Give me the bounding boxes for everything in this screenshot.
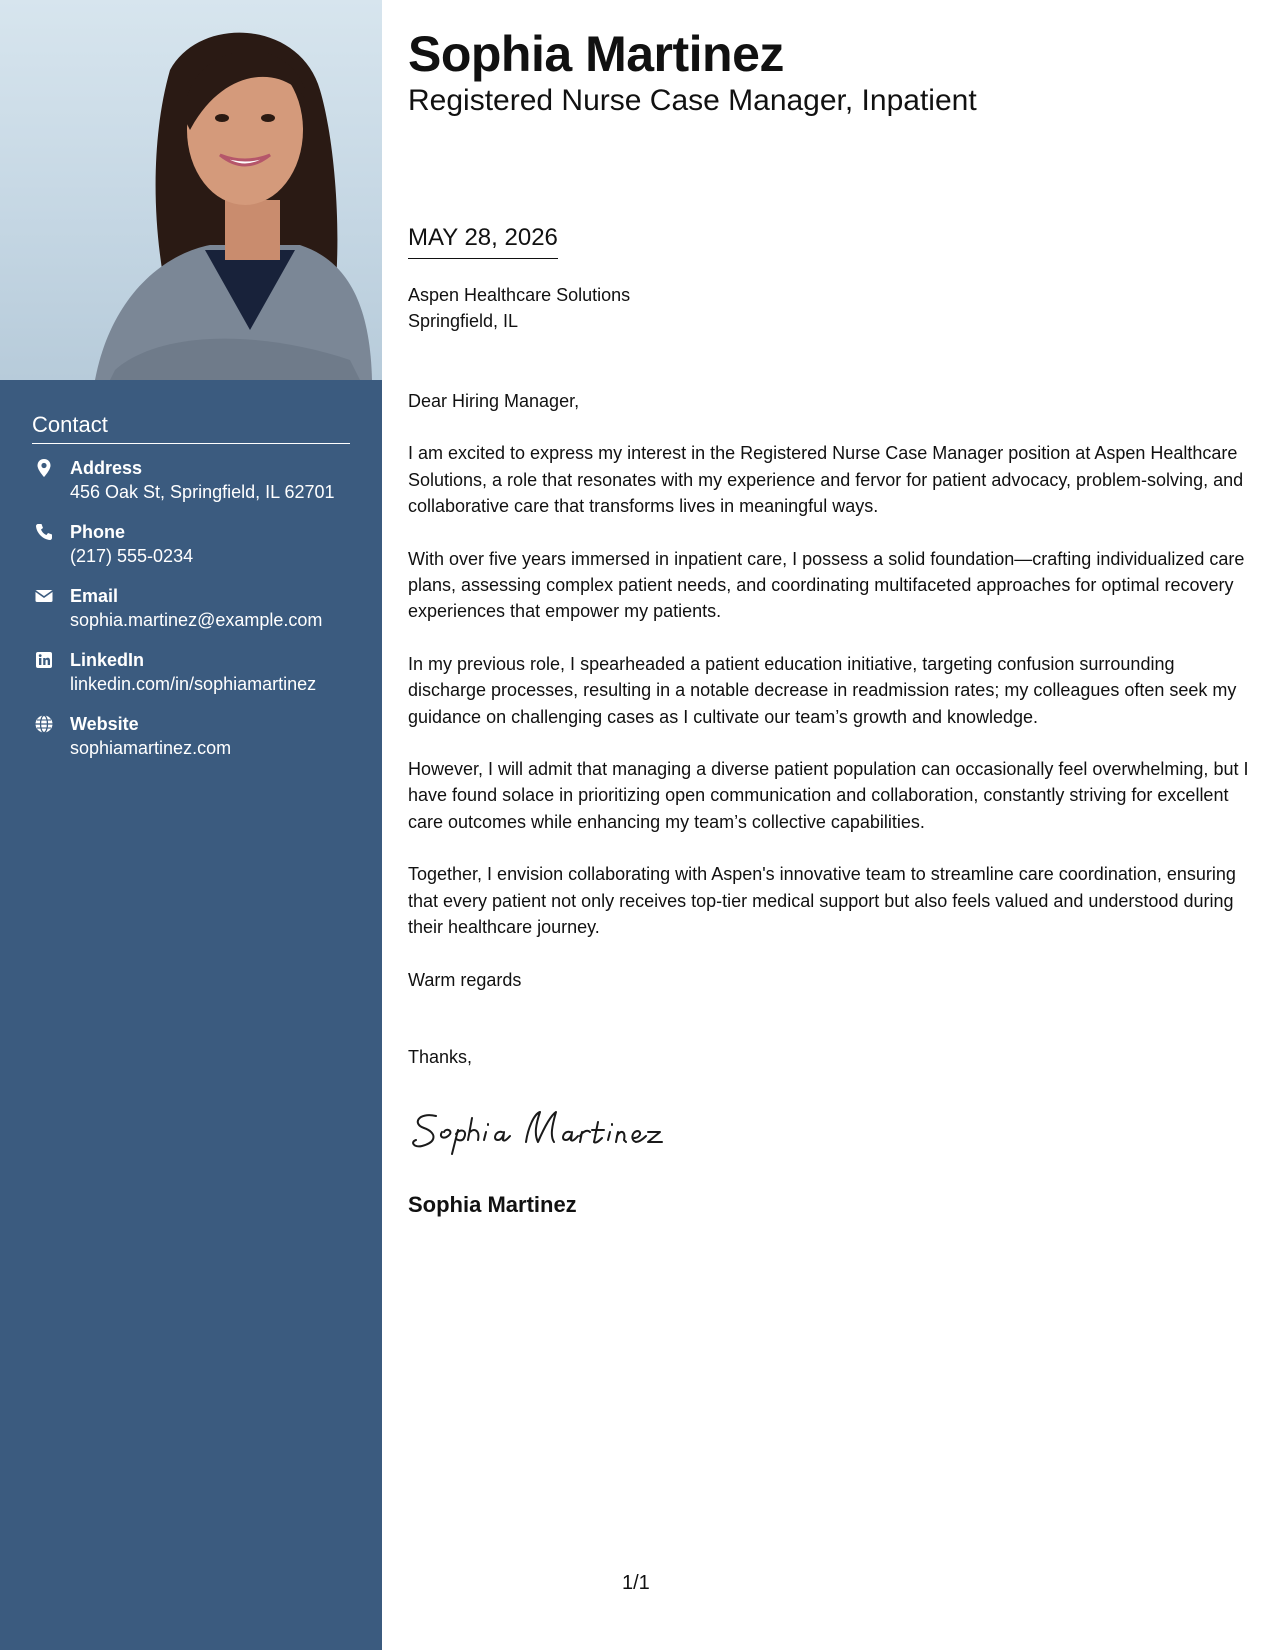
phone-icon xyxy=(34,522,54,542)
email-label: Email xyxy=(70,586,119,606)
linkedin-icon xyxy=(34,650,54,670)
sidebar xyxy=(0,0,382,1650)
recipient-block xyxy=(408,282,630,334)
body-paragraph: In my previous role, I spearheaded a patient education initiative, targeting confusion surrounding discharge processes, resulting in a notable decrease in readmission rates; my colleagues often seek my guidance on challenging cases as I cultivate our team’s growth and knowledge. xyxy=(408,653,1237,727)
body-paragraph: Together, I envision collaborating with Aspen's innovative team to streamline care coordination, ensuring that every patient not only receives top-tier medical support but also feels valued and understood during their healthcare journey. xyxy=(408,864,1236,938)
contact-heading: Contact xyxy=(32,412,350,444)
address-label: Address xyxy=(70,458,143,478)
page-number: 1/1 xyxy=(622,1572,650,1594)
website-label: Website xyxy=(70,714,139,734)
contact-section xyxy=(32,412,350,776)
body-paragraph: However, I will admit that managing a diverse patient population can occasionally feel overwhelming, but I have found solace in prioritizing open communication and collaboration, constantly striving for excellent care outcomes while enhancing my team’s collective capabilities. xyxy=(408,759,1249,832)
salutation: Dear Hiring Manager, xyxy=(408,391,580,411)
closing: Thanks, xyxy=(408,1047,473,1067)
envelope-icon xyxy=(34,586,54,606)
profile-photo xyxy=(0,0,382,380)
linkedin-value: linkedin.com/in/sophiamartinez xyxy=(70,674,317,694)
website-value: sophiamartinez.com xyxy=(70,738,232,758)
body-paragraph: With over five years immersed in inpatient care, I possess a solid foundation—crafting individualized care plans, assessing complex patient needs, and coordinating multifaceted approaches for optimal recovery experiences that empower my patients. xyxy=(408,548,1245,622)
candidate-name: Sophia Martinez xyxy=(408,26,784,82)
letter-body xyxy=(408,388,1253,1019)
recipient-company: Aspen Healthcare Solutions xyxy=(408,285,631,305)
recipient-location: Springfield, IL xyxy=(408,311,519,331)
linkedin-label: LinkedIn xyxy=(70,650,145,670)
phone-value: (217) 555-0234 xyxy=(70,546,194,566)
contact-website xyxy=(32,712,350,760)
signoff: Warm regards xyxy=(408,969,522,990)
contact-linkedin xyxy=(32,648,350,696)
signed-name: Sophia Martinez xyxy=(408,1192,577,1217)
address-value: 456 Oak St, Springfield, IL 62701 xyxy=(70,482,335,502)
handwritten-signature xyxy=(408,1098,668,1158)
globe-icon xyxy=(34,714,54,734)
map-pin-icon xyxy=(34,458,54,478)
email-value: sophia.martinez@example.com xyxy=(70,610,323,630)
portrait-illustration xyxy=(0,0,382,380)
letter-date: MAY 28, 2026 xyxy=(408,222,558,259)
phone-label: Phone xyxy=(70,522,126,542)
contact-email xyxy=(32,584,350,632)
contact-address xyxy=(32,456,350,504)
body-paragraph: I am excited to express my interest in the Registered Nurse Case Manager position at Aspen Healthcare Solutions, a role that resonates with my experience and fervor for patient advocacy, problem-solving, and collaborative care that transforms lives in meaningful ways. xyxy=(408,443,1244,517)
contact-phone xyxy=(32,520,350,568)
job-title: Registered Nurse Case Manager, Inpatient xyxy=(408,84,977,117)
